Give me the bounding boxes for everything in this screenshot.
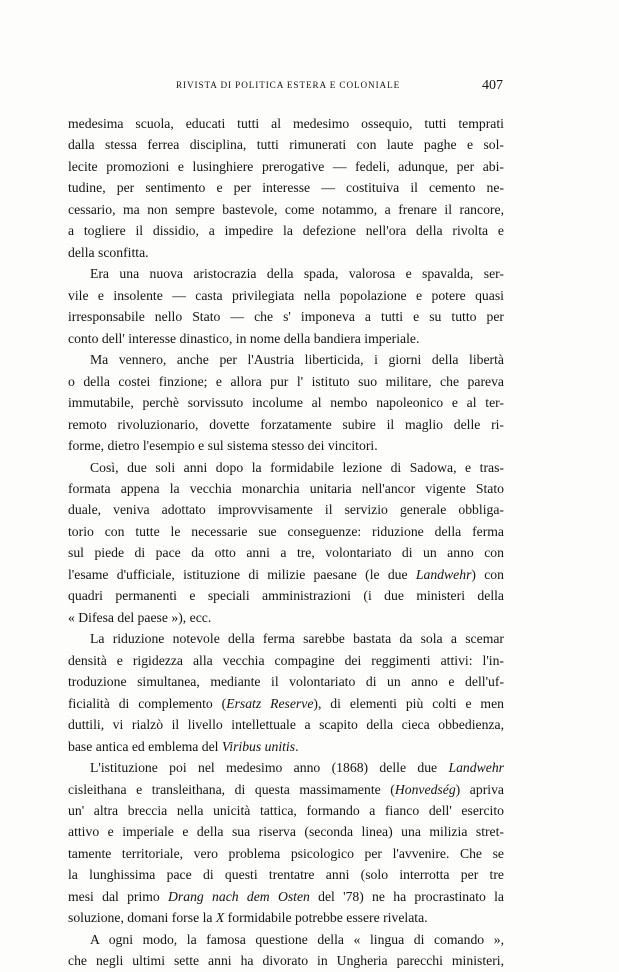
text-fragment: un' altra breccia nella unicità tattica, formando a fianco dell' esercito [68,803,504,818]
text-fragment: duttili, vi rialzò il livello intellettuale a scapito della cieca obbedienza, [68,717,504,733]
text-line [68,499,504,520]
text-fragment: la lunghissima pace di questi trentatre anni (solo interrotta per tre [68,867,504,883]
text-fragment: soluzione, domani forse la [68,910,216,926]
text-line [68,242,504,263]
text-line [68,714,504,735]
text-line [68,757,504,778]
text-fragment: forme, dietro l'esempio e sul sistema stesso dei vincitori. [68,438,378,454]
text-line [68,349,504,370]
text-fragment: mesi dal primo [68,888,169,904]
text-fragment: tamente territoriale, vero problema psicologico per l'avvenire. Che se [68,845,504,861]
text-line [68,113,504,134]
text-fragment: sul piede di pace da otto anni a tre, volontariato di un anno con [68,545,504,561]
text-line [68,693,504,714]
text-fragment: quadri permanenti e speciali amministrazioni (i due ministeri della [68,588,504,604]
text-line [68,220,504,241]
text-fragment: cisleithana e transleithana, di questa massimamente ( [68,781,395,797]
text-fragment: densità e rigidezza alla vecchia compagine dei reggimenti attivi: l'in- [68,652,504,668]
italic-term: Viribus unitis [221,738,296,754]
text-line [68,585,504,606]
text-line [68,843,504,864]
text-fragment: Così, due soli anni dopo la formidabile lezione di Sadowa, e tras- [90,459,504,475]
text-line [68,435,504,456]
text-fragment: torio con tutte le necessarie sue conseguenze: riduzione della ferma [68,523,504,539]
text-fragment: Era una nuova aristocrazia della spada, valorosa e spavalda, ser- [90,266,504,282]
text-line [68,671,504,692]
text-fragment: « Difesa del paese »), ecc. [68,609,212,625]
text-line [68,628,504,649]
text-fragment: formata appena la vecchia monarchia unitaria nell'ancor vigente Stato [68,480,504,496]
text-line [68,285,504,306]
italic-term: Landwehr [448,760,504,776]
text-fragment: ficialità di complemento ( [68,695,227,711]
running-title: RIVISTA DI POLITICA ESTERA E COLONIALE [176,80,401,90]
text-line [68,821,504,842]
italic-term: Honvedség [394,781,456,797]
text-fragment: ) apriva [455,781,504,797]
text-fragment: conto dell' interesse dinastico, in nome della bandiera imperiale. [68,330,420,346]
text-fragment: immutabile, perchè sorvissuto incolume al nembo napoleonico e al ter- [68,395,504,411]
text-line [68,607,504,628]
text-fragment: cessario, ma non sempre bastevole, come notammo, a frenare il rancore, [68,201,504,217]
text-line [68,392,504,413]
text-fragment: a togliere il dissidio, a impedire la defezione nell'ora della rivolta e [68,223,504,239]
italic-term: Landwehr [415,566,472,582]
text-fragment: remoto rivoluzionario, dovette forzatamente subire il maglio delle ri- [68,416,504,432]
text-fragment: La riduzione notevole della ferma sarebbe bastata da sola a scemar [90,631,504,647]
text-fragment: A ogni modo, la famosa questione della « lingua di comando », [90,931,504,947]
text-fragment: L'istituzione poi nel medesimo anno (1868) delle due [90,760,449,776]
text-fragment: lecite promozioni e lusinghiere prerogative — fedeli, adunque, per abi- [68,158,504,174]
text-line [68,542,504,563]
text-line [68,736,504,757]
text-fragment: ), di elementi più colti e men [313,695,504,711]
text-line [68,779,504,800]
text-fragment: duale, veniva adottato improvvisamente il servizio generale obbliga- [68,502,504,518]
text-line [68,950,504,971]
italic-term: Ersatz Reserve [226,695,314,711]
text-line [68,478,504,499]
text-fragment: Ma vennero, anche per l'Austria liberticida, i giorni della libertà [90,352,504,368]
text-line [68,521,504,542]
text-fragment: . [295,738,299,754]
text-fragment: attivo e imperiale e della sua riserva (seconda linea) una milizia stret- [68,824,504,840]
text-body [68,113,504,972]
text-fragment: base antica ed emblema del [68,738,222,754]
text-fragment: dalla stessa ferrea disciplina, tutti rimunerati con laute paghe e sol- [68,137,504,153]
text-line [68,306,504,327]
text-line [68,371,504,392]
text-fragment: che negli ultimi sette anni ha divorato in Ungheria parecchi ministeri, [68,953,504,969]
text-fragment: tudine, per sentimento e per interesse — costituiva il cemento ne- [68,180,504,196]
running-header [176,78,503,94]
text-line [68,907,504,928]
text-line [68,414,504,435]
text-line [68,457,504,478]
text-line [68,134,504,155]
text-line [68,177,504,198]
text-fragment: della sconfitta. [68,244,149,260]
text-line [68,800,504,821]
text-line [68,886,504,907]
text-fragment: ) con [471,566,504,582]
text-line [68,199,504,220]
text-line [68,156,504,177]
text-fragment: del '78) ne ha procrastinato la [309,888,504,904]
text-fragment: troduzione simultanea, mediante il volontariato di un anno e dell'uf- [68,674,504,690]
text-fragment: formidabile potrebbe essere rivelata. [224,910,428,926]
text-fragment: medesima scuola, educati tutti al medesimo ossequio, tutti temprati [68,116,504,131]
text-line [68,650,504,671]
text-fragment: l'esame d'ufficiale, istituzione di milizie paesane (le due [68,566,416,582]
italic-term: X [215,910,225,926]
text-line [68,263,504,284]
text-line [68,564,504,585]
italic-term: Drang nach dem Osten [168,888,310,904]
text-fragment: vile e insolente — casta privilegiata nella popolazione e potere quasi [68,287,504,303]
text-line [68,929,504,950]
text-line [68,864,504,885]
text-fragment: o della costei finzione; e allora pur l' istituto suo militare, che pareva [68,373,504,389]
text-fragment: irresponsabile nello Stato — che s' imponeva a tutti e su tutto per [68,309,504,325]
text-line [68,328,504,349]
page-number: 407 [482,78,503,93]
